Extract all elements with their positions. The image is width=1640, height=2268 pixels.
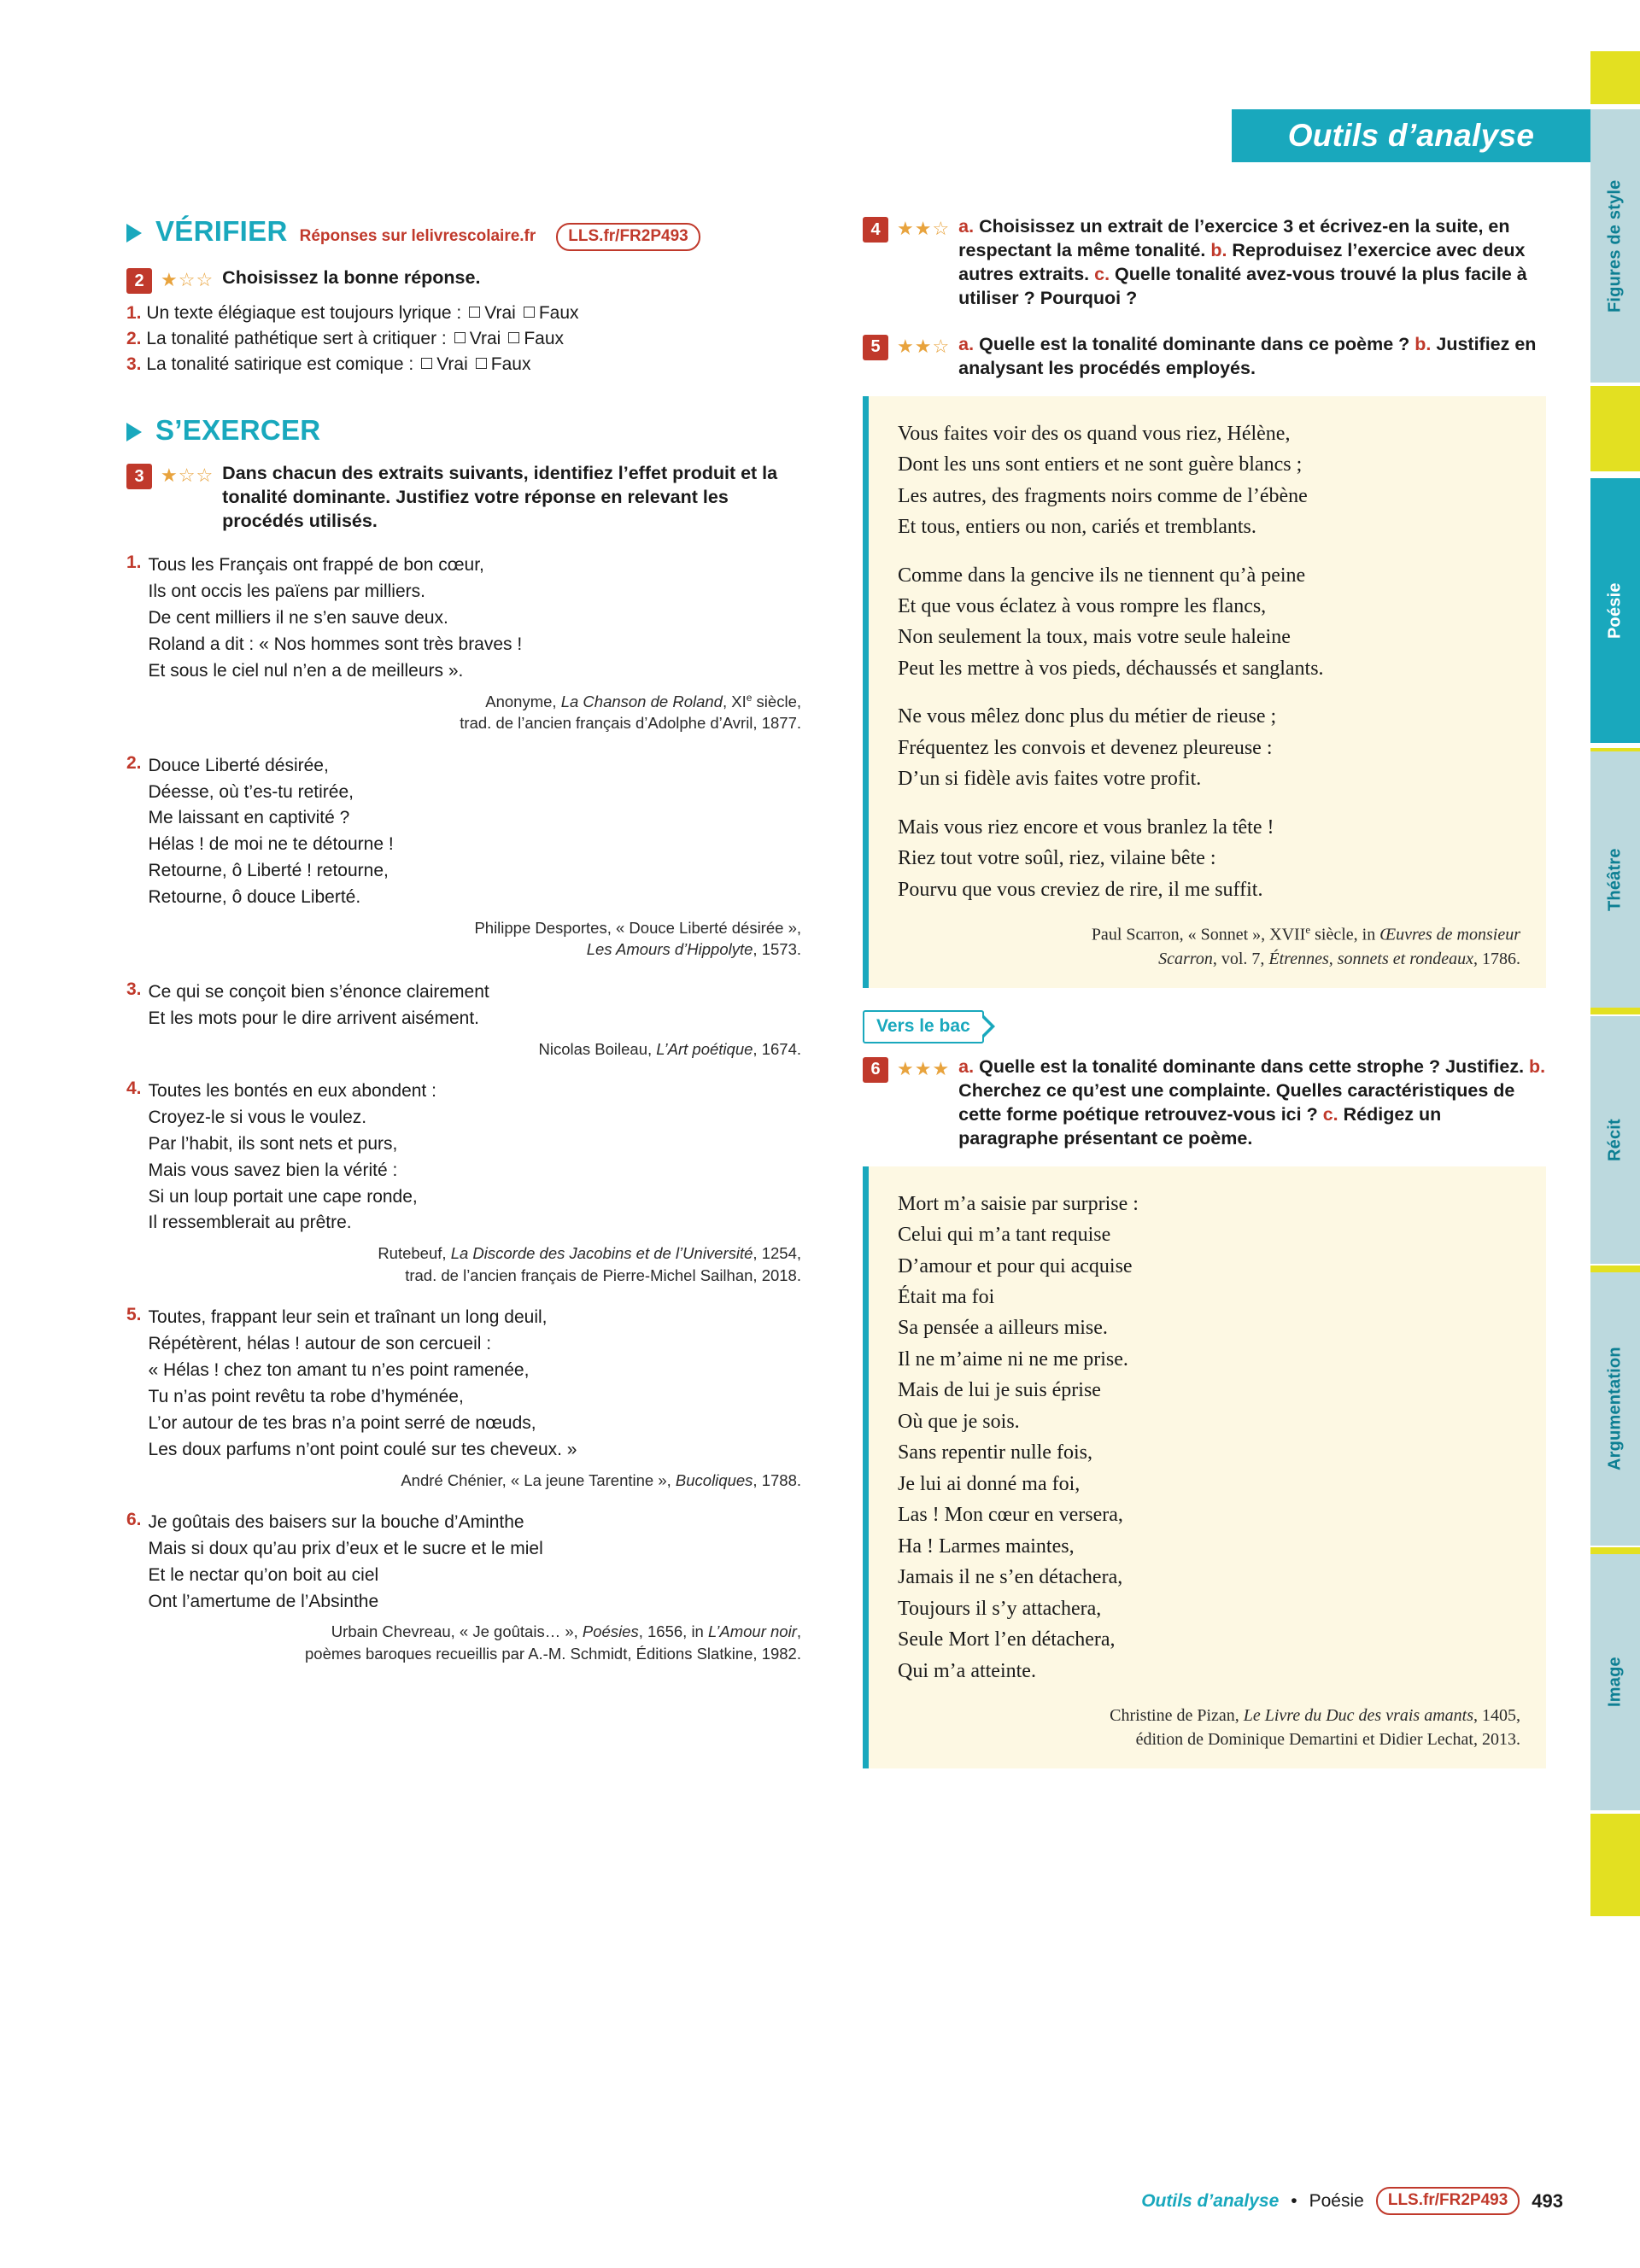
extract-list <box>126 552 801 1664</box>
true-false-question: 1. Un texte élégiaque est toujours lyrique : Vrai Faux <box>126 303 579 323</box>
exercise-3-header <box>126 462 801 534</box>
part-text: Quelle est la tonalité dominante dans ce poème ? <box>979 333 1410 354</box>
extract-source: Nicolas Boileau, L’Art poétique, 1674. <box>538 1039 801 1058</box>
poem-line: Et que vous éclatez à vous rompre les flancs, <box>898 594 1267 617</box>
exercise-number: 3 <box>126 464 152 489</box>
extract-source: Rutebeuf, La Discorde des Jacobins et de l’Université, 1254, trad. de l’ancien français de Pierre-Michel Sailhan, 2018. <box>378 1244 801 1284</box>
page-footer <box>1141 2187 1563 2215</box>
poem-line: Non seulement la toux, mais votre seule haleine <box>898 626 1291 649</box>
sexercer-heading <box>126 414 801 447</box>
poem-stanza <box>898 418 1520 543</box>
footer-separator: • <box>1291 2190 1297 2211</box>
exercise-5-header <box>863 333 1546 381</box>
part-label: b. <box>1529 1055 1546 1077</box>
section-tab-rail <box>1590 0 1640 2268</box>
poem-line: Ha ! Larmes maintes, <box>898 1534 1075 1558</box>
poem-line: Il ne m’aime ni ne me prise. <box>898 1347 1128 1371</box>
poem-line: D’amour et pour qui acquise <box>898 1254 1133 1277</box>
difficulty-stars: ★☆☆ <box>161 269 214 290</box>
poem-stanza <box>898 701 1520 794</box>
extract-item <box>126 1510 801 1664</box>
poem-line: Riez tout votre soûl, riez, vilaine bête : <box>898 847 1216 870</box>
footer-title: Outils d’analyse <box>1141 2190 1280 2211</box>
question-number: 3. <box>126 354 142 374</box>
poem-line: Celui qui m’a tant requise <box>898 1224 1111 1247</box>
triangle-icon <box>126 423 142 441</box>
part-label: a. <box>958 216 975 237</box>
checkbox-label: Faux <box>490 354 531 374</box>
poem-line: Vous faites voir des os quand vous riez, Hélène, <box>898 422 1291 445</box>
extract-source: Anonyme, La Chanson de Roland, XIe siècle, trad. de l’ancien français d’Adolphe d’Avril, 1877. <box>460 691 801 733</box>
extract-item <box>126 979 801 1060</box>
part-text: Reproduisez l’exercice avec deux autres extraits. <box>958 239 1526 284</box>
part-label: a. <box>958 1055 975 1077</box>
rail-accent-strip <box>1590 386 1640 471</box>
rail-accent-strip <box>1590 1266 1640 1272</box>
poem-stanza <box>898 812 1520 905</box>
footer-subtitle: Poésie <box>1309 2190 1364 2211</box>
poem-line: Jamais il ne s’en détachera, <box>898 1566 1123 1589</box>
extract-verse: Je goûtais des baisers sur la bouche d’Aminthe Mais si doux qu’au prix d’eux et le sucre et le miel Et le nectar qu’on boit au ciel Ont l’amertume de l’Absinthe <box>148 1512 543 1611</box>
exercise-prompt <box>958 1055 1546 1151</box>
checkbox[interactable] <box>476 358 487 369</box>
sidebar-tab-figures-de-style[interactable]: Figures de style <box>1590 109 1640 383</box>
difficulty-stars: ★★☆ <box>897 335 951 357</box>
extract-item <box>126 753 801 961</box>
sidebar-tab-poésie[interactable]: Poésie <box>1590 478 1640 743</box>
checkbox[interactable] <box>469 307 480 318</box>
footer-code-pill[interactable]: LLS.fr/FR2P493 <box>1376 2187 1520 2215</box>
poem-line: Las ! Mon cœur en versera, <box>898 1504 1123 1527</box>
poem-line: Ne vous mêlez donc plus du métier de rieuse ; <box>898 705 1277 728</box>
checkbox[interactable] <box>421 358 432 369</box>
exercise-number: 6 <box>863 1057 888 1083</box>
exercise-4-header <box>863 215 1546 311</box>
extract-item <box>126 1305 801 1491</box>
rail-accent-strip <box>1590 1008 1640 1014</box>
exercise-prompt <box>958 215 1546 311</box>
extract-verse: Toutes les bontés en eux abondent : Croyez-le si vous le voulez. Par l’habit, ils sont nets et purs, Mais vous savez bien la vérité : Si un loup portait une cape ronde, Il ressemblerait au prêtre. <box>148 1081 436 1233</box>
poem-line: Et tous, entiers ou non, cariés et tremblants. <box>898 516 1256 539</box>
extract-item <box>126 1078 801 1286</box>
part-label: c. <box>1094 263 1110 284</box>
checkbox-label: Faux <box>538 303 579 323</box>
extract-verse: Douce Liberté désirée, Déesse, où t’es-tu retirée, Me laissant en captivité ? Hélas ! de moi ne te détourne ! Retourne, ô Liberté ! retourne, Retourne, ô douce Liberté. <box>148 755 394 908</box>
true-false-question: 3. La tonalité satirique est comique : Vrai Faux <box>126 354 531 374</box>
poem-line: Dont les uns sont entiers et ne sont guère blancs ; <box>898 453 1303 476</box>
sidebar-tab-récit[interactable]: Récit <box>1590 1016 1640 1264</box>
extract-verse: Ce qui se conçoit bien s’énonce clairement Et les mots pour le dire arrivent aisément. <box>148 981 489 1028</box>
chevron-right-inner-icon <box>978 1014 991 1039</box>
extract-source: Philippe Desportes, « Douce Liberté désirée », Les Amours d’Hippolyte, 1573. <box>474 918 801 959</box>
poem-excerpt-pizan <box>863 1166 1546 1769</box>
poem-line: Mais de lui je suis éprise <box>898 1379 1101 1402</box>
rail-accent-strip <box>1590 1547 1640 1554</box>
poem-source: Paul Scarron, « Sonnet », XVIIe siècle, in Œuvres de monsieur Scarron, vol. 7, Étrennes, sonnets et rondeaux, 1786. <box>1091 923 1520 968</box>
extract-number: 2. <box>126 752 142 773</box>
poem-line: Pourvu que vous creviez de rire, il me suffit. <box>898 878 1263 901</box>
true-false-question: 2. La tonalité pathétique sert à critiquer : Vrai Faux <box>126 328 564 348</box>
poem-line: Sans repentir nulle fois, <box>898 1441 1092 1464</box>
question-number: 1. <box>126 303 142 323</box>
part-label: c. <box>1322 1103 1338 1125</box>
poem-stanza <box>898 1189 1520 1687</box>
poem-line: Toujours il s’y attachera, <box>898 1597 1102 1620</box>
sidebar-tab-argumentation[interactable]: Argumentation <box>1590 1272 1640 1546</box>
poem-line: Comme dans la gencive ils ne tiennent qu’à peine <box>898 564 1306 587</box>
poem-line: Seule Mort l’en détachera, <box>898 1628 1116 1651</box>
checkbox-label: Faux <box>524 328 564 348</box>
right-column <box>863 215 1546 1768</box>
poem-line: D’un si fidèle avis faites votre profit. <box>898 768 1202 791</box>
poem-line: Fréquentez les convois et devenez pleureuse : <box>898 736 1273 759</box>
difficulty-stars: ★★☆ <box>897 218 951 239</box>
extract-verse: Tous les Français ont frappé de bon cœur, Ils ont occis les païens par milliers. De cent milliers il ne s’en sauve deux. Roland a dit : « Nos hommes sont très braves ! Et sous le ciel nul n’en a de meilleurs ». <box>148 555 523 681</box>
checkbox[interactable] <box>508 332 519 343</box>
vers-le-bac-badge <box>863 1010 1546 1043</box>
part-label: a. <box>958 333 975 354</box>
extract-number: 4. <box>126 1078 142 1099</box>
checkbox-label: Vrai <box>469 328 501 348</box>
poem-line: Peut les mettre à vos pieds, déchaussés et sanglants. <box>898 657 1324 680</box>
part-text: Quelle est la tonalité dominante dans cette strophe ? Justifiez. <box>979 1055 1525 1077</box>
sexercer-title: S’EXERCER <box>155 414 321 447</box>
sidebar-tab-théâtre[interactable]: Théâtre <box>1590 751 1640 1008</box>
exercise-prompt <box>958 333 1546 381</box>
exercise-prompt: Dans chacun des extraits suivants, identifiez l’effet produit et la tonalité dominante. Justifiez votre réponse en relevant les procédés utilisés. <box>222 463 778 532</box>
exercise-number: 4 <box>863 217 888 243</box>
left-column <box>126 215 801 1664</box>
triangle-icon <box>126 224 142 243</box>
poem-line: Mais vous riez encore et vous branlez la tête ! <box>898 815 1274 839</box>
poem-source: Christine de Pizan, Le Livre du Duc des vrais amants, 1405, édition de Dominique Demartini et Didier Lechat, 2013. <box>1110 1706 1520 1750</box>
poem-line: Mort m’a saisie par surprise : <box>898 1192 1139 1215</box>
part-text: Justifiez en analysant les procédés employés. <box>958 333 1537 378</box>
part-text: Cherchez ce qu’est une complainte. Quelles caractéristiques de cette forme poétique retrouvez-vous ici ? <box>958 1079 1515 1125</box>
extract-number: 5. <box>126 1305 142 1325</box>
exercise-prompt: Choisissez la bonne réponse. <box>222 267 481 288</box>
poem-line: Où que je sois. <box>898 1410 1020 1433</box>
sidebar-tab-image[interactable]: Image <box>1590 1554 1640 1810</box>
page-banner-title: Outils d’analyse <box>1232 109 1590 162</box>
question-number: 2. <box>126 328 142 348</box>
checkbox-label: Vrai <box>436 354 468 374</box>
extract-source: Urbain Chevreau, « Je goûtais… », Poésies, 1656, in L’Amour noir, poèmes baroques recueillis par A.-M. Schmidt, Éditions Slatkine, 1982. <box>305 1622 801 1663</box>
extract-source: André Chénier, « La jeune Tarentine », Bucoliques, 1788. <box>401 1470 801 1489</box>
exercise-2-header <box>126 266 801 294</box>
footer-page-number: 493 <box>1532 2189 1563 2212</box>
part-label: b. <box>1414 333 1432 354</box>
checkbox[interactable] <box>524 307 535 318</box>
part-text: Choisissez un extrait de l’exercice 3 et écrivez-en la suite, en respectant la même tonalité. <box>958 216 1510 260</box>
vers-le-bac-label: Vers le bac <box>863 1010 984 1043</box>
difficulty-stars: ★★★ <box>897 1057 951 1079</box>
extract-number: 1. <box>126 552 142 573</box>
part-text: Rédigez un paragraphe présentant ce poème. <box>958 1103 1442 1149</box>
rail-accent-strip <box>1590 51 1640 104</box>
extract-number: 3. <box>126 979 142 999</box>
difficulty-stars: ★☆☆ <box>161 465 214 487</box>
verifier-title: VÉRIFIER <box>155 215 288 247</box>
exercise-number: 5 <box>863 335 888 360</box>
poem-line: Les autres, des fragments noirs comme de l’ébène <box>898 484 1308 507</box>
verifier-code-pill[interactable]: LLS.fr/FR2P493 <box>556 223 700 251</box>
extract-number: 6. <box>126 1510 142 1530</box>
poem-excerpt-scarron <box>863 396 1546 988</box>
poem-line: Était ma foi <box>898 1286 995 1308</box>
rail-accent-strip <box>1590 1814 1640 1916</box>
checkbox-label: Vrai <box>484 303 516 323</box>
part-label: b. <box>1210 239 1227 260</box>
true-false-question-list <box>126 301 801 377</box>
poem-stanza <box>898 560 1520 685</box>
extract-item <box>126 552 801 734</box>
poem-line: Qui m’a atteinte. <box>898 1659 1036 1682</box>
extract-verse: Toutes, frappant leur sein et traînant un long deuil, Répétèrent, hélas ! autour de son cercueil : « Hélas ! chez ton amant tu n’es point ramenée, Tu n’as point revêtu ta robe d’hyménée, L’or autour de tes bras n’a point serré de nœuds, Les doux parfums n’ont point coulé sur tes cheveux. » <box>148 1307 577 1459</box>
exercise-6-header <box>863 1055 1546 1151</box>
exercise-number: 2 <box>126 268 152 294</box>
poem-line: Je lui ai donné ma foi, <box>898 1472 1081 1495</box>
part-text: Quelle tonalité avez-vous trouvé la plus facile à utiliser ? Pourquoi ? <box>958 263 1527 308</box>
poem-line: Sa pensée a ailleurs mise. <box>898 1317 1108 1340</box>
verifier-heading <box>126 215 801 251</box>
verifier-subtitle: Réponses sur lelivrescolaire.fr <box>299 227 536 245</box>
checkbox[interactable] <box>454 332 466 343</box>
